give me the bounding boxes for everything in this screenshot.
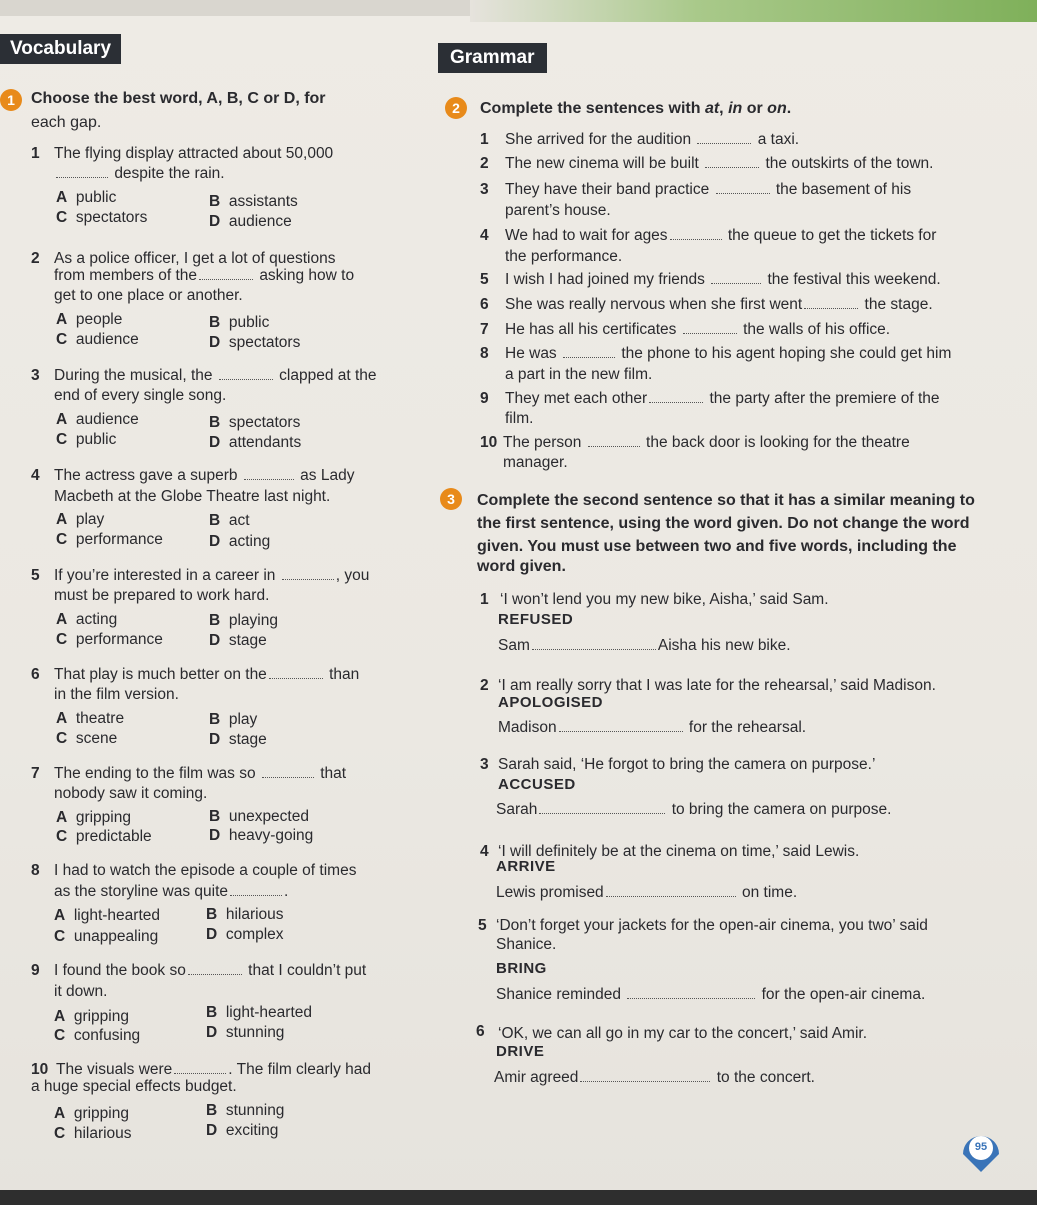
sentence-text: They met each other — [505, 390, 648, 407]
sentence-number: 7 — [480, 321, 489, 338]
question-text: . The film clearly had — [228, 1061, 372, 1078]
sentence-text: They have their band practice — [505, 181, 710, 198]
question-number: 1 — [31, 145, 40, 162]
option-b[interactable]: play — [228, 711, 258, 728]
exercise-3-instruction-line2: the first sentence, using the word given. Do not change the word — [477, 515, 970, 532]
answer-gap[interactable] — [230, 885, 282, 896]
question-number: 6 — [31, 666, 40, 683]
question-text: During the musical, the — [54, 367, 213, 384]
answer-gap[interactable] — [670, 229, 722, 240]
option-a[interactable]: gripping — [73, 1008, 129, 1025]
option-c[interactable]: hilarious — [73, 1125, 132, 1142]
option-d[interactable]: heavy-going — [228, 827, 314, 844]
original-sentence: Sarah said, ‘He forgot to bring the camera on purpose.’ — [498, 756, 876, 773]
option-a[interactable]: gripping — [75, 809, 131, 826]
question-number: 5 — [31, 567, 40, 584]
original-sentence: Shanice. — [496, 936, 557, 953]
key-word: DRIVE — [496, 1043, 545, 1060]
answer-gap[interactable] — [804, 298, 858, 309]
instruction-text: Complete the sentences with — [480, 100, 705, 117]
option-b[interactable]: spectators — [228, 414, 301, 431]
question-text: I found the book so — [54, 962, 186, 979]
option-c[interactable]: confusing — [73, 1027, 141, 1044]
item-number: 6 — [476, 1023, 485, 1040]
sentence-end: for the open-air cinema. — [761, 986, 926, 1003]
option-b[interactable]: unexpected — [228, 808, 309, 825]
option-c[interactable]: unappealing — [73, 928, 159, 945]
original-sentence: ‘I won’t lend you my new bike, Aisha,’ said Sam. — [500, 591, 829, 608]
answer-gap[interactable] — [282, 569, 334, 580]
question-text: must be prepared to work hard. — [54, 587, 270, 604]
sentence-text: the performance. — [505, 248, 623, 265]
sentence-text: manager. — [503, 454, 568, 471]
sentence-text: I wish I had joined my friends — [505, 271, 705, 288]
sentence-number: 4 — [480, 227, 489, 244]
sentence-text: She was really nervous when she first went — [505, 296, 803, 313]
option-d[interactable]: exciting — [225, 1122, 279, 1139]
sentence-text: a part in the new film. — [505, 366, 653, 383]
question-number: 3 — [31, 367, 40, 384]
sentence-text: the festival this weekend. — [767, 271, 941, 288]
question-text: As a police officer, I get a lot of questions — [54, 250, 336, 267]
question-text: Macbeth at the Globe Theatre last night. — [54, 488, 331, 505]
sentence-text: the phone to his agent hoping she could get him — [621, 345, 952, 362]
option-d[interactable]: stage — [228, 731, 267, 748]
sentence-text: the walls of his office. — [743, 321, 891, 338]
option-a[interactable]: acting — [75, 611, 118, 628]
sentence-text: He has all his certificates — [505, 321, 677, 338]
textbook-page: Vocabulary 1 Choose the best word, A, B, C or D, for each gap. 1 The flying display attracted about 50,000 despite the rain. A public B assistants C spectators D audience 2 As a police officer, I get a lot of questions from members of the asking how to get to one place or another. A people B public C audience D spectators 3 During the musical, the clapped at the end of every single song. A audience B spectators C public D attendants 4 The actress gave a superb as Lady Macbeth at the Globe Theatre last night. A play B act C performance D acting 5 If you’re interested in a career in , you must be prepared to work hard. A acting B playing C performance D stage 6 That play is much better on the than in the film version. A theatre B play C scene D stage 7 The ending to the film was so that nobody saw it coming. A gripping B unexpected C predictable D heavy-going 8 I had to watch the episode a couple of times as the storyline was quite . A light-hearted B hilarious C unappealing D complex 9 I found the book so that I couldn’t put it down. A gripping B light-hearted C confusing D stunning 10 The visuals were . The film clearly had a huge special effects budget. A gripping B stunning C hilarious D exciting Grammar 2 Complete the sentences with at, in or on. 1 She arrived for the audition a taxi. 2 The new cinema will be built the outskirts of the town. 3 They have their band practice the basement of his parent’s house. 4 We had to wait for ages the queue to get the tickets for the performance. 5 I wish I had joined my friends the festival this weekend. 6 She was really nervous when she first went the stage. 7 He has all his certificates the walls of his office. 8 He was the phone to his agent hoping she could get him a part in the new film. 9 They met each other the party after the premiere of the film. 10 The person the back door is looking for the theatre manager. 3 Complete the second sentence so that it has a similar meaning to the first sentence, using the word given. Do not change the word given. You must use between two and five words, including the word given. 1 ‘I won’t lend you my new bike, Aisha,’ said Sam. REFUSED Sam Aisha his new bike. 2 ‘I am really sorry that I was late for the rehearsal,’ said Madison. APOLOGISED Madison for the rehearsal. 3 Sarah said, ‘He forgot to bring the camera on purpose.’ ACCUSED Sarah to bring the camera on purpose. 4 ‘I will definitely be at the cinema on time,’ said Lewis. ARRIVE Lewis promised on time. 5 ‘Don’t forget your jackets for the open-air cinema, you two’ said Shanice. BRING Shanice reminded for the open-air cinema. 6 ‘OK, we can all go in my car to the concert,’ said Amir. DRIVE Amir agreed to the concert. 95 — [0, 0, 1037, 1205]
question-text: The ending to the film was so — [54, 765, 256, 782]
exercise-3-instruction-line4: word given. — [477, 558, 566, 575]
answer-gap[interactable] — [199, 269, 253, 280]
question-text: asking how to — [259, 267, 355, 284]
sentence-number: 5 — [480, 271, 489, 288]
answer-gap[interactable] — [56, 167, 108, 178]
question-text: it down. — [54, 983, 108, 1000]
key-word: APOLOGISED — [498, 694, 604, 711]
answer-gap[interactable] — [539, 803, 665, 814]
question-text: that I couldn’t put — [248, 962, 367, 979]
question-number: 9 — [31, 962, 40, 979]
page-number-marker — [958, 1128, 1004, 1174]
option-a[interactable]: gripping — [73, 1105, 129, 1122]
exercise-1-instruction-line1: Choose the best word, A, B, C or D, for — [31, 90, 326, 107]
answer-gap[interactable] — [262, 767, 314, 778]
option-d[interactable]: complex — [225, 926, 284, 943]
question-text: The visuals were — [56, 1061, 173, 1078]
option-a[interactable]: theatre — [75, 710, 125, 727]
question-number: 4 — [31, 467, 40, 484]
page-number: 95 — [974, 1141, 988, 1153]
option-b[interactable]: light-hearted — [225, 1004, 312, 1021]
question-text: I had to watch the episode a couple of times — [54, 862, 357, 879]
instruction-word-in: in — [728, 100, 743, 117]
answer-gap[interactable] — [174, 1063, 226, 1074]
option-a[interactable]: audience — [75, 411, 139, 428]
item-number: 5 — [478, 917, 487, 934]
option-c[interactable]: performance — [75, 531, 163, 548]
answer-gap[interactable] — [627, 988, 755, 999]
top-green-strip — [470, 0, 1037, 22]
option-c[interactable]: public — [75, 431, 117, 448]
question-number: 10 — [31, 1061, 49, 1078]
option-b[interactable]: act — [228, 512, 250, 529]
answer-gap[interactable] — [188, 964, 242, 975]
answer-gap[interactable] — [683, 323, 737, 334]
option-d[interactable]: stage — [228, 632, 267, 649]
question-number: 7 — [31, 765, 40, 782]
question-text: that — [320, 765, 347, 782]
question-text: than — [329, 666, 360, 683]
exercise-2-instruction — [480, 98, 791, 120]
sentence-text: the back door is looking for the theatre — [646, 434, 910, 451]
sentence-text: the party after the premiere of the — [709, 390, 940, 407]
question-text: If you’re interested in a career in — [54, 567, 276, 584]
sentence-text: the outskirts of the town. — [765, 155, 934, 172]
key-word: ARRIVE — [496, 858, 556, 875]
question-text: . — [284, 883, 289, 900]
answer-gap[interactable] — [606, 886, 736, 897]
original-sentence: ‘I am really sorry that I was late for the rehearsal,’ said Madison. — [498, 677, 936, 694]
item-number: 1 — [480, 591, 489, 608]
grammar-tab: Grammar — [438, 43, 547, 73]
key-word: REFUSED — [498, 611, 574, 628]
question-text: , you — [335, 567, 370, 584]
instruction-word-on: on — [767, 100, 787, 117]
vocabulary-tab: Vocabulary — [0, 34, 121, 64]
answer-gap[interactable] — [588, 436, 640, 447]
answer-gap[interactable] — [580, 1071, 710, 1082]
sentence-end: on time. — [742, 884, 798, 901]
option-a[interactable]: play — [75, 511, 105, 528]
answer-gap[interactable] — [649, 392, 703, 403]
sentence-number: 1 — [480, 131, 489, 148]
sentence-text: The new cinema will be built — [505, 155, 699, 172]
option-a[interactable]: public — [75, 189, 117, 206]
sentence-number: 2 — [480, 155, 489, 172]
answer-gap[interactable] — [716, 183, 770, 194]
exercise-1-instruction-line2: each gap. — [31, 114, 102, 131]
sentence-end: Aisha his new bike. — [657, 637, 791, 654]
item-number: 2 — [480, 677, 489, 694]
question-text: from members of the — [54, 267, 197, 284]
option-b[interactable]: assistants — [228, 193, 298, 210]
exercise-1-number: 1 — [0, 89, 22, 111]
sentence-start: Sam — [498, 637, 530, 654]
option-b[interactable]: stunning — [225, 1102, 285, 1119]
sentence-end: for the rehearsal. — [688, 719, 807, 736]
key-word: ACCUSED — [498, 776, 576, 793]
sentence-text: a taxi. — [757, 131, 800, 148]
sentence-text: We had to wait for ages — [505, 227, 668, 244]
question-text: end of every single song. — [54, 387, 227, 404]
sentence-text: The person — [503, 434, 582, 451]
exercise-3-number: 3 — [440, 488, 462, 510]
sentence-number: 8 — [480, 345, 489, 362]
sentence-number: 3 — [480, 181, 489, 198]
answer-gap[interactable] — [697, 133, 751, 144]
original-sentence: ‘I will definitely be at the cinema on time,’ said Lewis. — [498, 843, 860, 860]
option-d[interactable]: audience — [228, 213, 292, 230]
answer-gap[interactable] — [563, 347, 615, 358]
item-number: 3 — [480, 756, 489, 773]
sentence-number: 6 — [480, 296, 489, 313]
answer-gap[interactable] — [269, 668, 323, 679]
option-d[interactable]: acting — [228, 533, 271, 550]
sentence-text: film. — [505, 410, 534, 427]
answer-gap[interactable] — [219, 369, 273, 380]
sentence-text: He was — [505, 345, 557, 362]
answer-gap[interactable] — [244, 469, 294, 480]
question-text: The flying display attracted about 50,000 — [54, 145, 334, 162]
original-sentence: ‘Don’t forget your jackets for the open-air cinema, you two’ said — [496, 917, 928, 934]
sentence-start: Lewis promised — [496, 884, 604, 901]
option-d[interactable]: spectators — [228, 334, 301, 351]
question-text: as the storyline was quite — [54, 883, 229, 900]
question-number: 2 — [31, 250, 40, 267]
sentence-text: the basement of his — [775, 181, 912, 198]
question-text: nobody saw it coming. — [54, 785, 208, 802]
option-a[interactable]: people — [75, 311, 123, 328]
sentence-start: Madison — [498, 719, 557, 736]
sentence-text: the queue to get the tickets for — [727, 227, 937, 244]
option-c[interactable]: scene — [75, 730, 118, 747]
question-text: in the film version. — [54, 686, 179, 703]
question-number: 8 — [31, 862, 40, 879]
sentence-text: She arrived for the audition — [505, 131, 692, 148]
question-text: The actress gave a superb — [54, 467, 238, 484]
option-c[interactable]: audience — [75, 331, 139, 348]
sentence-start: Amir agreed — [494, 1069, 579, 1086]
option-c[interactable]: performance — [75, 631, 163, 648]
option-a[interactable]: light-hearted — [73, 907, 160, 924]
option-c[interactable]: spectators — [75, 209, 148, 226]
option-b[interactable]: public — [228, 314, 270, 331]
option-b[interactable]: playing — [228, 612, 278, 629]
page-bottom-edge — [0, 1190, 1037, 1205]
exercise-3-instruction-line3: given. You must use between two and five words, including the — [477, 538, 957, 555]
original-sentence: ‘OK, we can all go in my car to the concert,’ said Amir. — [498, 1025, 867, 1042]
answer-gap[interactable] — [559, 721, 683, 732]
option-b[interactable]: hilarious — [225, 906, 284, 923]
answer-gap[interactable] — [705, 157, 759, 168]
option-c[interactable]: predictable — [75, 828, 152, 845]
answer-gap[interactable] — [711, 273, 761, 284]
sentence-start: Shanice reminded — [496, 986, 621, 1003]
sentence-number: 9 — [480, 390, 489, 407]
question-text: a huge special effects budget. — [31, 1078, 237, 1095]
instruction-text: , — [719, 100, 729, 117]
option-d[interactable]: stunning — [225, 1024, 285, 1041]
question-text: get to one place or another. — [54, 287, 243, 304]
instruction-word-at: at — [704, 100, 720, 117]
sentence-text: parent’s house. — [505, 202, 611, 219]
sentence-number: 10 — [480, 434, 498, 451]
question-text: as Lady — [300, 467, 355, 484]
sentence-text: the stage. — [864, 296, 933, 313]
instruction-text: or — [742, 100, 768, 117]
key-word: BRING — [496, 960, 547, 977]
question-text: clapped at the — [279, 367, 377, 384]
answer-gap[interactable] — [532, 639, 656, 650]
option-d[interactable]: attendants — [228, 434, 302, 451]
item-number: 4 — [480, 843, 489, 860]
sentence-end: to bring the camera on purpose. — [671, 801, 892, 818]
question-text: That play is much better on the — [54, 666, 267, 683]
sentence-start: Sarah — [496, 801, 538, 818]
question-text: despite the rain. — [114, 165, 225, 182]
exercise-2-number: 2 — [445, 97, 467, 119]
sentence-end: to the concert. — [716, 1069, 815, 1086]
exercise-3-instruction-line1: Complete the second sentence so that it has a similar meaning to — [477, 492, 975, 509]
instruction-text: . — [786, 100, 792, 117]
